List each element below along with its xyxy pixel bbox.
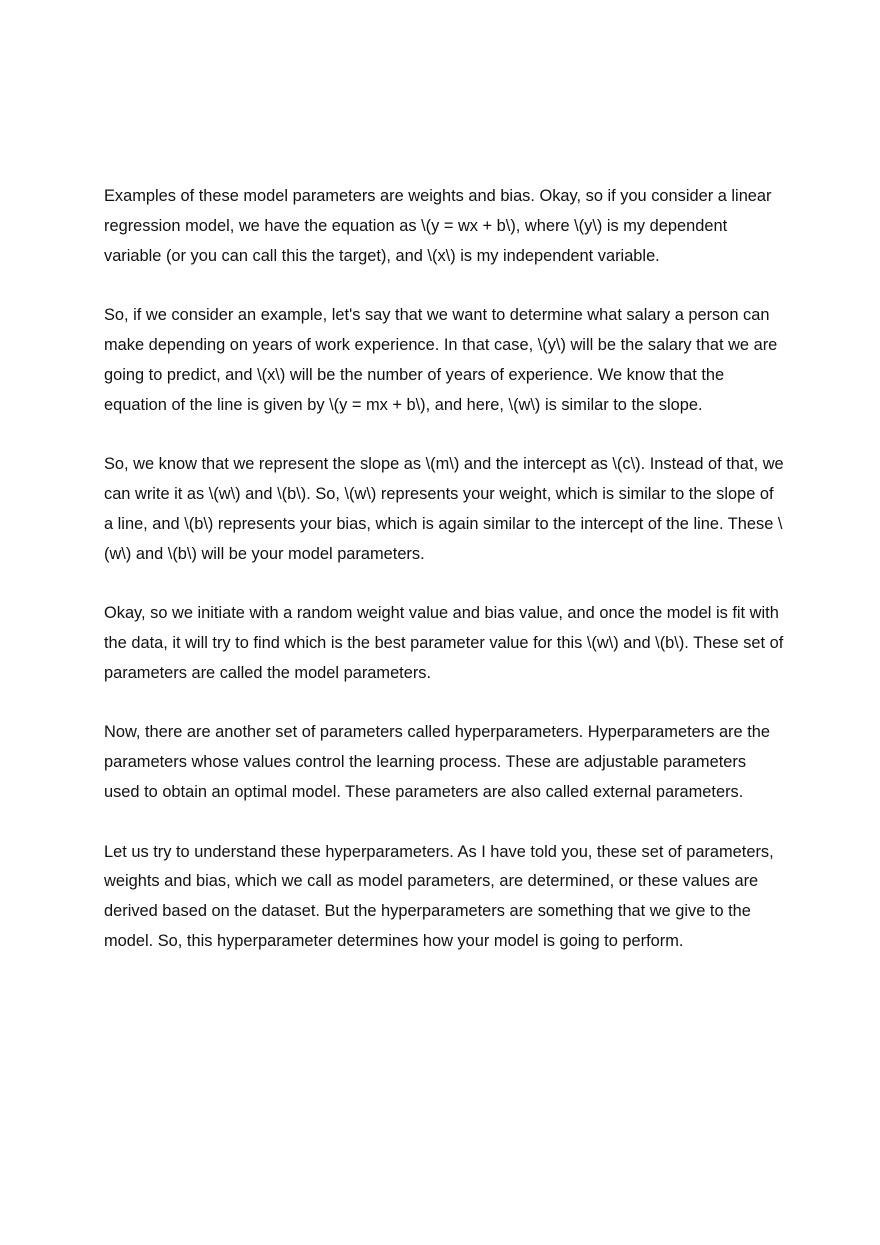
document-body — [104, 182, 784, 957]
paragraph-hyperparameters-definition: Now, there are another set of parameters called hyperparameters. Hyperparameters are the parameters whose values control the learning process. These are adjustable parameters used to obtain an optimal model. These parameters are also called external parameters. — [104, 723, 770, 801]
paragraph-salary-example: So, if we consider an example, let's say that we want to determine what salary a person can make depending on years of work experience. In that case, \(y\) will be the salary that we are going to predict, and \(x\) will be the number of years of experience. We know that the equation of the line is given by \(y = mx + b\), and here, \(w\) is similar to the slope. — [104, 306, 778, 414]
paragraph-hyperparameters-explanation: Let us try to understand these hyperparameters. As I have told you, these set of parameters, weights and bias, which we call as model parameters, are determined, or these values are derived based on the dataset. But the hyperparameters are something that we give to the model. So, this hyperparameter determines how your model is going to perform. — [104, 842, 774, 950]
paragraph-random-initialization: Okay, so we initiate with a random weight value and bias value, and once the model is fit with the data, it will try to find which is the best parameter value for this \(w\) and \(b\). These set of parameters are called the model parameters. — [104, 604, 784, 682]
paragraph-slope-intercept: So, we know that we represent the slope as \(m\) and the intercept as \(c\). Instead of that, we can write it as \(w\) and \(b\). So, \(w\) represents your weight, which is similar to the slope of a line, and \(b\) represents your bias, which is again similar to the intercept of the line. These \(w\) and \(b\) will be your model parameters. — [104, 455, 784, 563]
paragraph-model-parameters-intro: Examples of these model parameters are weights and bias. Okay, so if you consider a linear regression model, we have the equation as \(y = wx + b\), where \(y\) is my dependent variable (or you can call this the target), and \(x\) is my independent variable. — [104, 187, 772, 265]
